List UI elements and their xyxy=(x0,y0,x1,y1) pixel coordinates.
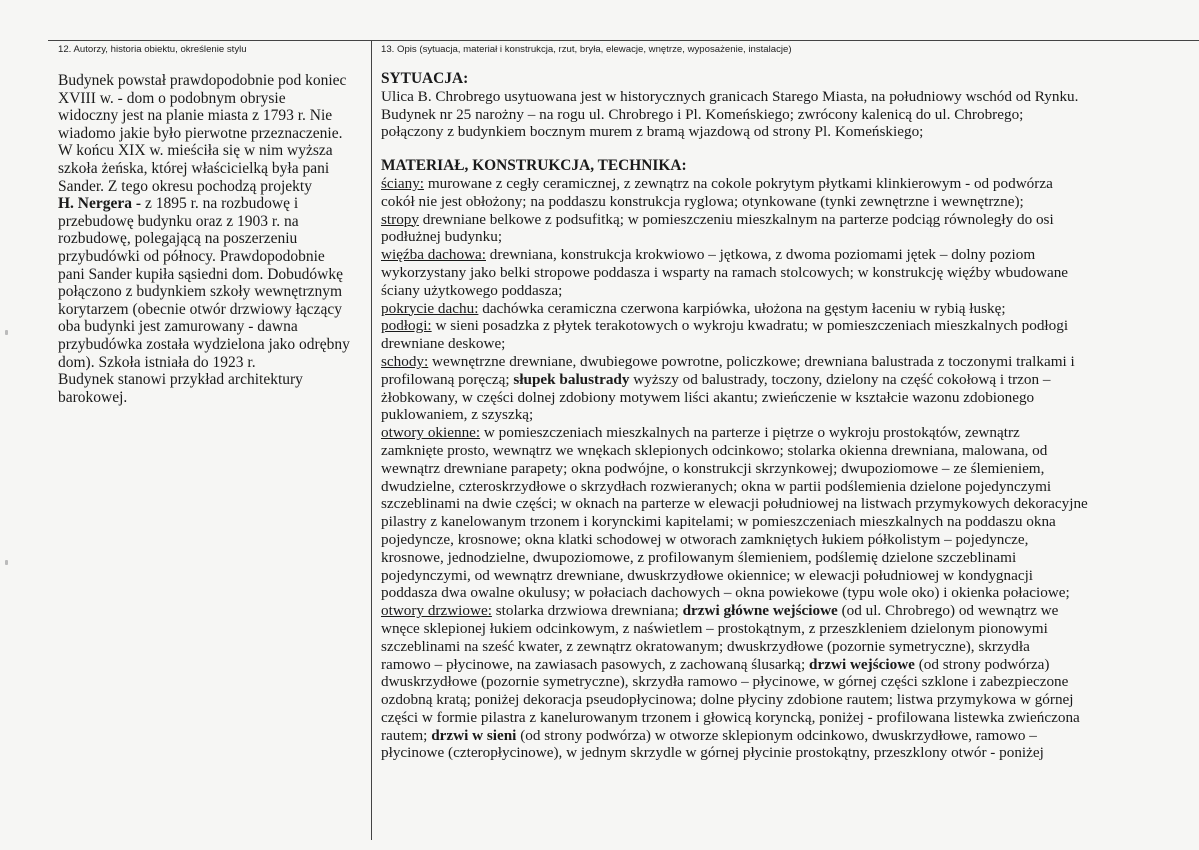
text-run: ściany użytkowego poddasza; xyxy=(381,281,563,299)
description-line xyxy=(381,691,1193,709)
field-label: więźba dachowa: xyxy=(381,246,486,264)
text-run: dwuskrzydłowe (pozornie symetryczne), skrzydła ramowo – płycinowe, w górnej części szklone i zabezpieczone xyxy=(381,673,1069,691)
text-run: podłużnej budynku; xyxy=(381,228,503,246)
text-run: drewniana, konstrukcja krokwiowo – jętkowa, z dwoma poziomami jętek – dolny poziom xyxy=(486,246,1036,264)
text-run: żłobkowany, w części dolnej zdobiony motywem liści akantu; zwieńczenie w kształcie wazonu zdobionego xyxy=(381,388,1035,406)
field-label: schody: xyxy=(381,352,429,370)
text-run: wewnętrzne drewniane, dwubiegowe powrotne, policzkowe; drewniana balustrada z toczonymi tralkami i xyxy=(428,352,1075,370)
field-label: otwory okienne: xyxy=(381,424,481,442)
scan-artifact xyxy=(5,330,8,335)
history-line xyxy=(58,230,370,248)
text-run: (od strony podwórza) w otworze sklepionym odcinkowo, dwuskrzydłowe, ramowo – xyxy=(516,726,1037,744)
description-line xyxy=(381,495,1193,513)
text-run: Ulica B. Chrobrego usytuowana jest w historycznych granicach Starego Miasta, na południowy wschód od Rynku. xyxy=(381,87,1079,105)
history-line xyxy=(58,107,370,125)
text-run: drewniane belkowe z podsufitką; w pomieszczeniu mieszkalnym na parterze podciąg równoległy do osi xyxy=(418,210,1054,228)
description-line xyxy=(381,264,1193,282)
history-line xyxy=(58,178,370,196)
history-line xyxy=(58,336,370,354)
text-run: szczeblinami na dwie części; w oknach na parterze w elewacji południowej na listwach przymykowych dekoracyjne xyxy=(381,495,1088,513)
text-run: szczeblinami na sześć kwater, z zewnątrz okratowanym; dwuskrzydłowe (pozornie symetryczne), skrzydła xyxy=(381,637,1030,655)
text-run: murowane z cegły ceramicznej, z zewnątrz na cokole pokrytym płytkami klinkierowym - od podwórza xyxy=(424,174,1053,192)
description-line xyxy=(381,389,1193,407)
description-line xyxy=(381,335,1193,353)
text-run: krosnowe, jednodzielne, dwupoziomowe, z profilowanym ślemieniem, podślemię dzielone szczeblinami xyxy=(381,548,1017,566)
text-run: Budynek powstał prawdopodobnie pod koniec xyxy=(58,72,347,89)
text-run: zamknięte prosto, wewnątrz we wnękach sklepionych odcinkowo; stolarka okienna drewniana, malowana, od xyxy=(381,441,1048,459)
description-line xyxy=(381,442,1193,460)
history-line xyxy=(58,301,370,319)
text-run: pani Sander kupiła sąsiedni dom. Dobudówkę xyxy=(58,265,343,283)
text-run: w pomieszczeniach mieszkalnych na parterze i piętrze o wykroju prostokątów, zewnątrz xyxy=(480,424,1020,442)
description-line xyxy=(381,193,1193,211)
bold-term: słupek balustrady xyxy=(513,370,630,388)
text-run: Budynek nr 25 narożny – na rogu ul. Chrobrego i Pl. Komeńskiego; zwrócony kalenicą do ul. Chrobrego; xyxy=(381,105,1024,123)
field-label: otwory drzwiowe: xyxy=(381,602,492,620)
section-12-header: 12. Autorzy, historia obiektu, określenie stylu xyxy=(58,44,247,55)
history-line xyxy=(58,125,370,143)
description-line xyxy=(381,727,1193,745)
text-run: pojedyncze, krosnowe; okna klatki schodowej w otworach zamkniętych łukiem półkolistym – pojedyncze, xyxy=(381,530,1029,548)
description-line xyxy=(381,424,1193,442)
description-line xyxy=(381,513,1193,531)
text-run: W końcu XIX w. mieściła się w nim wyższa xyxy=(58,142,333,160)
description-line xyxy=(381,744,1193,762)
field-label: pokrycie dachu: xyxy=(381,299,479,317)
text-run: rautem; xyxy=(381,726,432,744)
text-run: rozbudowę, polegającą na poszerzeniu xyxy=(58,230,298,248)
text-run: (od ul. Chrobrego) od wewnątrz we xyxy=(837,602,1059,620)
text-run: drewniane deskowe; xyxy=(381,335,506,353)
field-label: podłogi: xyxy=(381,317,432,335)
description-line xyxy=(381,531,1193,549)
text-run: przebudowę budynku oraz z 1903 r. na xyxy=(58,212,299,230)
text-run: korytarzem (obecnie otwór drzwiowy łączący xyxy=(58,300,343,318)
description-line xyxy=(381,406,1193,424)
text-run: wyższy od balustrady, toczony, dzielony na część cokołową i trzon – xyxy=(629,370,1051,388)
text-run: wewnątrz drewniane parapety; okna podwójne, o konstrukcji skrzynkowej; dwupoziomowe – ze ślemieniem, xyxy=(381,459,1045,477)
text-run: XVIII w. - dom o podobnym obrysie xyxy=(58,89,286,107)
description-line xyxy=(381,228,1193,246)
text-run: przybudówki od północy. Prawdopodobnie xyxy=(58,247,325,265)
bold-term: drzwi wejściowe xyxy=(809,655,915,673)
scan-artifact xyxy=(5,560,8,565)
history-line xyxy=(58,213,370,231)
description-line xyxy=(381,211,1193,229)
field-label: stropy xyxy=(381,210,419,228)
bold-term: drzwi w sieni xyxy=(431,726,517,744)
text-run: przybudówka została wydzielona jako odrębny xyxy=(58,335,350,353)
text-run: barokowej. xyxy=(58,388,128,406)
text-run: puklowaniem, z szyszką; xyxy=(381,406,534,424)
text-run: ozdobną kratą; poniżej dekoracja pseudopłycinowa; dolne płyciny zdobione rautem; listwa przymykowa w górnej xyxy=(381,691,1074,709)
history-line xyxy=(58,354,370,372)
text-run: dom). Szkoła istniała do 1923 r. xyxy=(58,353,256,371)
text-run: połączono z budynkiem szkoły wewnętrznym xyxy=(58,283,343,301)
text-run: połączony z budynkiem bocznym murem z bramą wjazdową od strony Pl. Komeńskiego; xyxy=(381,123,924,141)
text-run: wykorzystany jako belki stropowe poddasza i wsparty na ramach stolcowych; w konstrukcję więźby wbudowane xyxy=(381,263,1069,281)
history-line xyxy=(58,318,370,336)
text-run: szkoła żeńska, której właścicielką była pani xyxy=(58,159,330,177)
bold-term: H. Nergera - xyxy=(58,195,142,213)
description-line xyxy=(381,282,1193,300)
text-run: dachówka ceramiczna czerwona karpiówka, ułożona na gęstym łaceniu w rybią łuskę; xyxy=(478,299,1006,317)
history-line xyxy=(58,371,370,389)
text-run: dwudzielne, czteroskrzydłowe o skrzydłach rozwieranych; okna w partii podślemienia dzielone pojedynczymi xyxy=(381,477,1052,495)
text-run: widoczny jest na planie miasta z 1793 r. Nie xyxy=(58,107,333,125)
field-label: ściany: xyxy=(381,174,425,192)
text-run: pilastry z kanelowanym trzonem i korynckimi kapitelami; w pomieszczeniach mieszkalnych na poddaszu okna xyxy=(381,513,1056,531)
description-line xyxy=(381,478,1193,496)
section-title: MATERIAŁ, KONSTRUKCJA, TECHNIKA: xyxy=(381,157,687,175)
description-line xyxy=(381,246,1193,264)
text-run: Budynek stanowi przykład architektury xyxy=(58,371,303,389)
column-divider xyxy=(371,40,372,840)
description-line xyxy=(381,371,1193,389)
description-text-column xyxy=(381,70,1193,762)
text-run: poddasza dwa owalne okulusy; w połaciach dachowych – okna powiekowe (typu wole oko) i okienka połaciowe; xyxy=(381,584,1070,602)
description-line xyxy=(381,602,1193,620)
text-run: (od strony podwórza) xyxy=(914,655,1050,673)
description-line xyxy=(381,317,1193,335)
text-run: profilowaną poręczą; xyxy=(381,370,514,388)
history-line xyxy=(58,195,370,213)
text-run: wnęce sklepionej łukiem odcinkowym, z naświetlem – prostokątnym, z przeszkleniem dzielonym pionowymi xyxy=(381,619,1048,637)
description-line xyxy=(381,709,1193,727)
description-line xyxy=(381,656,1193,674)
description-line xyxy=(381,460,1193,478)
description-line xyxy=(381,123,1193,141)
section-13-header: 13. Opis (sytuacja, materiał i konstrukcja, rzut, bryła, elewacje, wnętrze, wyposażenie, instalacje) xyxy=(381,44,792,55)
text-run: z 1895 r. na rozbudowę i xyxy=(141,195,299,213)
history-line xyxy=(58,160,370,178)
section-spacer xyxy=(381,141,1193,157)
description-line xyxy=(381,353,1193,371)
text-run: wiadomo jakie było pierwotne przeznaczenie. xyxy=(58,124,343,142)
description-line xyxy=(381,638,1193,656)
description-line xyxy=(381,88,1193,106)
text-run: ramowo – płycinowe, na zawiasach pasowych, z zachowaną ślusarką; xyxy=(381,655,810,673)
description-line xyxy=(381,175,1193,193)
description-line xyxy=(381,620,1193,638)
history-line xyxy=(58,389,370,407)
description-line xyxy=(381,567,1193,585)
history-text-column xyxy=(58,72,370,406)
description-line xyxy=(381,584,1193,602)
history-line xyxy=(58,142,370,160)
history-line xyxy=(58,72,370,90)
top-rule xyxy=(48,40,1199,41)
text-run: stolarka drzwiowa drewniana; xyxy=(491,602,683,620)
text-run: pojedynczymi, od wewnątrz drewniane, dwuskrzydłowe okiennice; w elewacji południowej w kondygnacji xyxy=(381,566,1034,584)
text-run: w sieni posadzka z płytek terakotowych o wykroju kwadratu; w pomieszczeniach mieszkalnych podłogi xyxy=(431,317,1069,335)
history-line xyxy=(58,266,370,284)
text-run: części w formie pilastra z kanelurowanym trzonem i głowicą koryncką, poniżej - profilowana listewka zwieńczona xyxy=(381,708,1080,726)
history-line xyxy=(58,248,370,266)
text-run: oba budynki jest zamurowany - dawna xyxy=(58,318,298,336)
description-line xyxy=(381,549,1193,567)
text-run: płycinowe (czteropłycinowe), w jednym skrzydle w górnej płycinie prostokątny, przeszklony otwór - poniżej xyxy=(381,744,1044,762)
section-title: SYTUACJA: xyxy=(381,70,469,87)
history-line xyxy=(58,283,370,301)
text-run: Sander. Z tego okresu pochodzą projekty xyxy=(58,177,312,195)
history-line xyxy=(58,90,370,108)
bold-term: drzwi główne wejściowe xyxy=(682,602,838,620)
text-run: cokół nie jest obłożony; na poddaszu konstrukcja ryglowa; otynkowane (tynki zewnętrzne i wewnętrzne); xyxy=(381,192,1024,210)
description-line xyxy=(381,106,1193,124)
description-line xyxy=(381,300,1193,318)
description-line xyxy=(381,673,1193,691)
